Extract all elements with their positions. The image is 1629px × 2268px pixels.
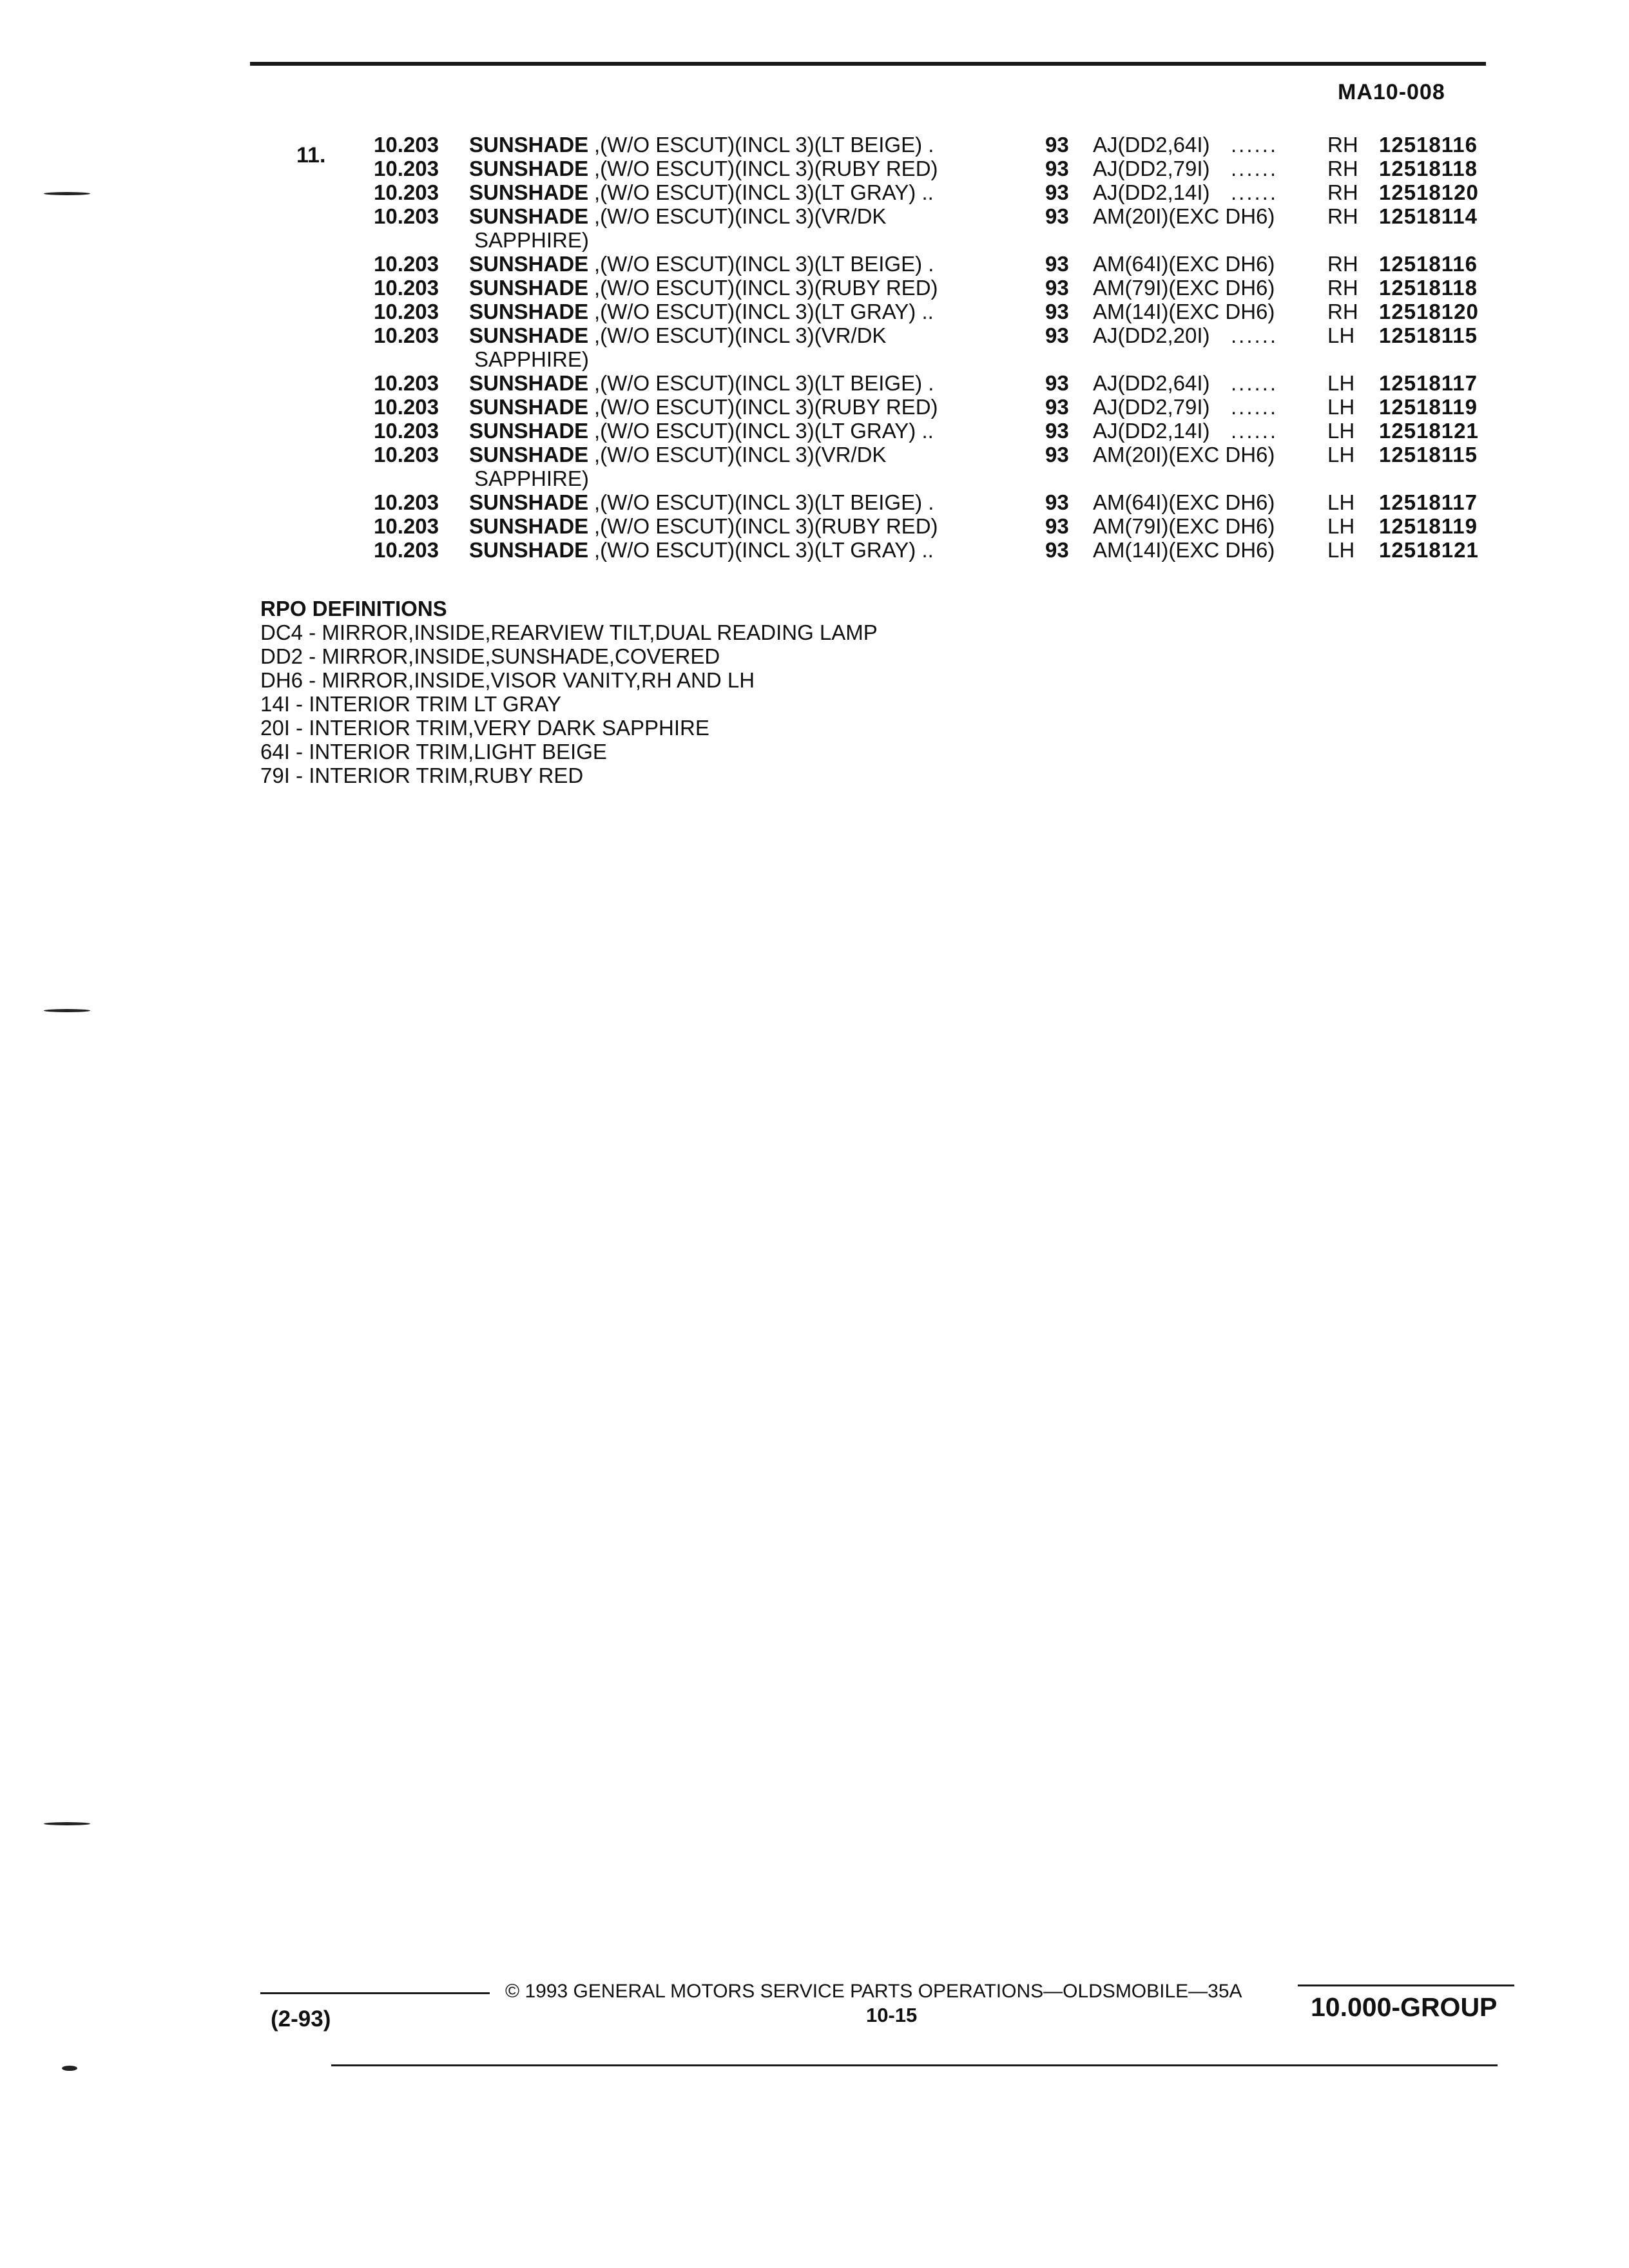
part-description: ,(W/O ESCUT)(INCL 3)(LT GRAY) .. bbox=[594, 300, 934, 323]
part-description-continued: SAPPHIRE) bbox=[474, 228, 589, 252]
margin-mark bbox=[44, 1822, 90, 1825]
model-year: 93 bbox=[1045, 443, 1069, 466]
part-description: ,(W/O ESCUT)(INCL 3)(LT BEIGE) . bbox=[594, 371, 934, 395]
model-year: 93 bbox=[1045, 371, 1069, 395]
usage-code: AJ(DD2,79I) bbox=[1093, 395, 1210, 419]
part-number: 12518116 bbox=[1379, 252, 1478, 276]
model-year: 93 bbox=[1045, 276, 1069, 300]
usage-code: AM(20I)(EXC DH6) bbox=[1093, 443, 1275, 466]
side: LH bbox=[1327, 395, 1355, 419]
side: LH bbox=[1327, 514, 1355, 538]
parts-row bbox=[0, 490, 1629, 514]
section-number: 10.203 bbox=[374, 371, 439, 395]
part-name: SUNSHADE bbox=[469, 204, 589, 228]
parts-row bbox=[0, 538, 1629, 562]
usage-code: AM(14I)(EXC DH6) bbox=[1093, 300, 1275, 323]
footer-rule-left bbox=[260, 1992, 490, 1994]
part-name: SUNSHADE bbox=[469, 300, 589, 323]
parts-row bbox=[0, 419, 1629, 443]
part-description: ,(W/O ESCUT)(INCL 3)(VR/DK bbox=[594, 323, 887, 347]
part-number: 12518121 bbox=[1379, 538, 1479, 562]
leader-dots: ...... bbox=[1231, 180, 1278, 204]
leader-dots: ...... bbox=[1231, 419, 1278, 443]
parts-row bbox=[0, 252, 1629, 276]
model-year: 93 bbox=[1045, 252, 1069, 276]
usage-code: AJ(DD2,64I) bbox=[1093, 371, 1210, 395]
usage-code: AM(79I)(EXC DH6) bbox=[1093, 514, 1275, 538]
side: LH bbox=[1327, 443, 1355, 466]
model-year: 93 bbox=[1045, 538, 1069, 562]
part-name: SUNSHADE bbox=[469, 133, 589, 157]
footer-page-number: 10-15 bbox=[866, 2004, 918, 2026]
rpo-definition-line: 64I - INTERIOR TRIM,LIGHT BEIGE bbox=[260, 740, 607, 764]
part-name: SUNSHADE bbox=[469, 276, 589, 300]
section-number: 10.203 bbox=[374, 157, 439, 180]
usage-code: AM(20I)(EXC DH6) bbox=[1093, 204, 1275, 228]
side: LH bbox=[1327, 490, 1355, 514]
parts-row bbox=[0, 157, 1629, 180]
usage-code: AM(79I)(EXC DH6) bbox=[1093, 276, 1275, 300]
section-number: 10.203 bbox=[374, 538, 439, 562]
model-year: 93 bbox=[1045, 157, 1069, 180]
section-number: 10.203 bbox=[374, 276, 439, 300]
part-description: ,(W/O ESCUT)(INCL 3)(LT GRAY) .. bbox=[594, 538, 934, 562]
rpo-definition-line: 14I - INTERIOR TRIM LT GRAY bbox=[260, 692, 561, 716]
margin-mark bbox=[44, 1009, 90, 1012]
parts-list bbox=[0, 133, 1629, 562]
parts-row bbox=[0, 395, 1629, 419]
side: RH bbox=[1327, 300, 1358, 323]
section-number: 10.203 bbox=[374, 133, 439, 157]
part-number: 12518119 bbox=[1379, 514, 1478, 538]
part-number: 12518115 bbox=[1379, 323, 1478, 347]
rpo-definition-line: DH6 - MIRROR,INSIDE,VISOR VANITY,RH AND LH bbox=[260, 668, 755, 692]
part-number: 12518119 bbox=[1379, 395, 1478, 419]
rpo-definition-line: 79I - INTERIOR TRIM,RUBY RED bbox=[260, 764, 584, 787]
part-description: ,(W/O ESCUT)(INCL 3)(LT BEIGE) . bbox=[594, 252, 934, 276]
section-number: 10.203 bbox=[374, 443, 439, 466]
parts-row bbox=[0, 276, 1629, 300]
footer-date: (2-93) bbox=[271, 2006, 331, 2032]
part-description: ,(W/O ESCUT)(INCL 3)(RUBY RED) bbox=[594, 514, 938, 538]
part-name: SUNSHADE bbox=[469, 514, 589, 538]
section-number: 10.203 bbox=[374, 204, 439, 228]
side: LH bbox=[1327, 371, 1355, 395]
item-number: 11. bbox=[296, 143, 326, 168]
part-number: 12518117 bbox=[1379, 490, 1478, 514]
footer-rule-right bbox=[1298, 1984, 1514, 1986]
part-name: SUNSHADE bbox=[469, 395, 589, 419]
part-name: SUNSHADE bbox=[469, 180, 589, 204]
side: RH bbox=[1327, 276, 1358, 300]
side: LH bbox=[1327, 419, 1355, 443]
part-description: ,(W/O ESCUT)(INCL 3)(VR/DK bbox=[594, 204, 887, 228]
part-description: ,(W/O ESCUT)(INCL 3)(LT GRAY) .. bbox=[594, 419, 934, 443]
usage-code: AJ(DD2,14I) bbox=[1093, 419, 1210, 443]
leader-dots: ...... bbox=[1231, 395, 1278, 419]
model-year: 93 bbox=[1045, 490, 1069, 514]
side: RH bbox=[1327, 133, 1358, 157]
usage-code: AM(14I)(EXC DH6) bbox=[1093, 538, 1275, 562]
model-year: 93 bbox=[1045, 180, 1069, 204]
section-number: 10.203 bbox=[374, 419, 439, 443]
part-description: ,(W/O ESCUT)(INCL 3)(VR/DK bbox=[594, 443, 887, 466]
part-description-continued: SAPPHIRE) bbox=[474, 466, 589, 490]
side: LH bbox=[1327, 323, 1355, 347]
parts-row bbox=[0, 180, 1629, 204]
section-number: 10.203 bbox=[374, 300, 439, 323]
part-number: 12518118 bbox=[1379, 157, 1478, 180]
part-description-continued: SAPPHIRE) bbox=[474, 347, 589, 371]
side: RH bbox=[1327, 157, 1358, 180]
part-description: ,(W/O ESCUT)(INCL 3)(LT BEIGE) . bbox=[594, 133, 934, 157]
footer-copyright: © 1993 GENERAL MOTORS SERVICE PARTS OPERATIONS—OLDSMOBILE—35A bbox=[505, 1981, 1242, 2002]
part-number: 12518115 bbox=[1379, 443, 1478, 466]
part-number: 12518121 bbox=[1379, 419, 1479, 443]
page-code: MA10-008 bbox=[1338, 80, 1445, 104]
bottom-rule bbox=[331, 2064, 1498, 2066]
parts-row bbox=[0, 323, 1629, 371]
model-year: 93 bbox=[1045, 323, 1069, 347]
section-number: 10.203 bbox=[374, 514, 439, 538]
model-year: 93 bbox=[1045, 204, 1069, 228]
section-number: 10.203 bbox=[374, 323, 439, 347]
section-number: 10.203 bbox=[374, 490, 439, 514]
part-number: 12518120 bbox=[1379, 180, 1479, 204]
part-description: ,(W/O ESCUT)(INCL 3)(RUBY RED) bbox=[594, 276, 938, 300]
part-name: SUNSHADE bbox=[469, 157, 589, 180]
rpo-definition-line: DC4 - MIRROR,INSIDE,REARVIEW TILT,DUAL READING LAMP bbox=[260, 620, 878, 644]
model-year: 93 bbox=[1045, 300, 1069, 323]
footer-group: 10.000-GROUP bbox=[1311, 1992, 1498, 2022]
part-number: 12518116 bbox=[1379, 133, 1478, 157]
leader-dots: ...... bbox=[1231, 371, 1278, 395]
leader-dots: ...... bbox=[1231, 133, 1278, 157]
leader-dots: ...... bbox=[1231, 157, 1278, 180]
usage-code: AM(64I)(EXC DH6) bbox=[1093, 252, 1275, 276]
model-year: 93 bbox=[1045, 133, 1069, 157]
usage-code: AJ(DD2,20I) bbox=[1093, 323, 1210, 347]
model-year: 93 bbox=[1045, 514, 1069, 538]
side: RH bbox=[1327, 252, 1358, 276]
part-name: SUNSHADE bbox=[469, 371, 589, 395]
usage-code: AJ(DD2,79I) bbox=[1093, 157, 1210, 180]
usage-code: AM(64I)(EXC DH6) bbox=[1093, 490, 1275, 514]
part-description: ,(W/O ESCUT)(INCL 3)(LT GRAY) .. bbox=[594, 180, 934, 204]
model-year: 93 bbox=[1045, 419, 1069, 443]
part-number: 12518117 bbox=[1379, 371, 1478, 395]
section-number: 10.203 bbox=[374, 180, 439, 204]
part-name: SUNSHADE bbox=[469, 443, 589, 466]
leader-dots: ...... bbox=[1231, 323, 1278, 347]
rpo-definition-line: 20I - INTERIOR TRIM,VERY DARK SAPPHIRE bbox=[260, 716, 709, 740]
usage-code: AJ(DD2,64I) bbox=[1093, 133, 1210, 157]
part-description: ,(W/O ESCUT)(INCL 3)(LT BEIGE) . bbox=[594, 490, 934, 514]
part-description: ,(W/O ESCUT)(INCL 3)(RUBY RED) bbox=[594, 157, 938, 180]
parts-row bbox=[0, 371, 1629, 395]
rpo-lines bbox=[260, 620, 878, 787]
part-name: SUNSHADE bbox=[469, 490, 589, 514]
parts-row bbox=[0, 300, 1629, 323]
part-number: 12518114 bbox=[1379, 204, 1478, 228]
parts-row bbox=[0, 443, 1629, 490]
side: RH bbox=[1327, 180, 1358, 204]
part-number: 12518120 bbox=[1379, 300, 1479, 323]
side: RH bbox=[1327, 204, 1358, 228]
parts-row bbox=[0, 514, 1629, 538]
section-number: 10.203 bbox=[374, 395, 439, 419]
usage-code: AJ(DD2,14I) bbox=[1093, 180, 1210, 204]
rpo-definition-line: DD2 - MIRROR,INSIDE,SUNSHADE,COVERED bbox=[260, 644, 720, 668]
rpo-title: RPO DEFINITIONS bbox=[260, 597, 447, 620]
top-rule bbox=[250, 62, 1486, 66]
side: LH bbox=[1327, 538, 1355, 562]
part-number: 12518118 bbox=[1379, 276, 1478, 300]
part-name: SUNSHADE bbox=[469, 538, 589, 562]
parts-row bbox=[0, 133, 1629, 157]
model-year: 93 bbox=[1045, 395, 1069, 419]
section-number: 10.203 bbox=[374, 252, 439, 276]
part-name: SUNSHADE bbox=[469, 323, 589, 347]
rpo-definitions bbox=[260, 597, 878, 787]
parts-row bbox=[0, 204, 1629, 252]
part-name: SUNSHADE bbox=[469, 419, 589, 443]
margin-mark bbox=[62, 2066, 77, 2071]
part-name: SUNSHADE bbox=[469, 252, 589, 276]
part-description: ,(W/O ESCUT)(INCL 3)(RUBY RED) bbox=[594, 395, 938, 419]
